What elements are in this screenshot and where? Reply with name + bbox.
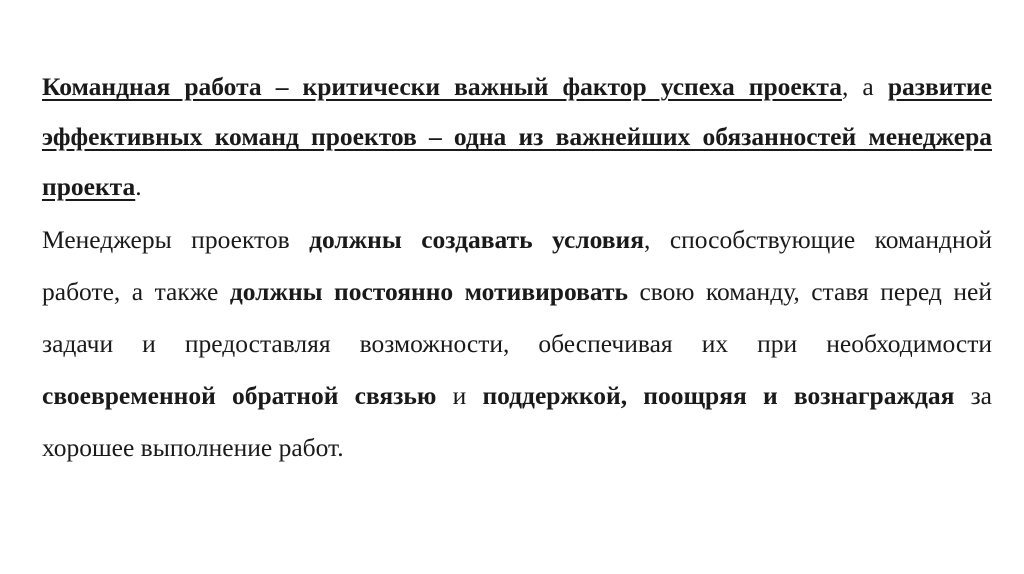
slide-content — [42, 62, 992, 474]
text-segment: свою команду, ставя перед ней задачи и предоставляя возможности, обеспечивая их при необходимости — [42, 277, 992, 358]
bold-phrase-create-conditions: должны создавать условия — [309, 225, 644, 254]
text-segment: . — [135, 172, 142, 201]
text-segment: , а — [841, 72, 888, 101]
bold-phrase-motivate: должны постоянно мотивировать — [229, 277, 628, 306]
paragraph-manager-duties — [42, 214, 992, 474]
bold-phrase-support: поддержкой, поощряя и вознаграждая — [482, 381, 955, 410]
key-phrase-teamwork: Командная работа – критически важный фактор успеха проекта — [42, 72, 842, 101]
key-phrase-team-development: развитие эффективных команд проектов – одна из важнейших обязанностей менеджера проекта — [42, 72, 992, 201]
text-segment: , способствующие командной работе, а также — [42, 225, 992, 306]
text-segment: Менеджеры проектов — [42, 225, 310, 254]
bold-phrase-feedback: своевременной обратной связью — [42, 381, 437, 410]
paragraph-team-work — [42, 62, 992, 212]
text-segment: и — [436, 381, 483, 410]
text-segment: за хорошее выполнение работ. — [42, 381, 992, 462]
